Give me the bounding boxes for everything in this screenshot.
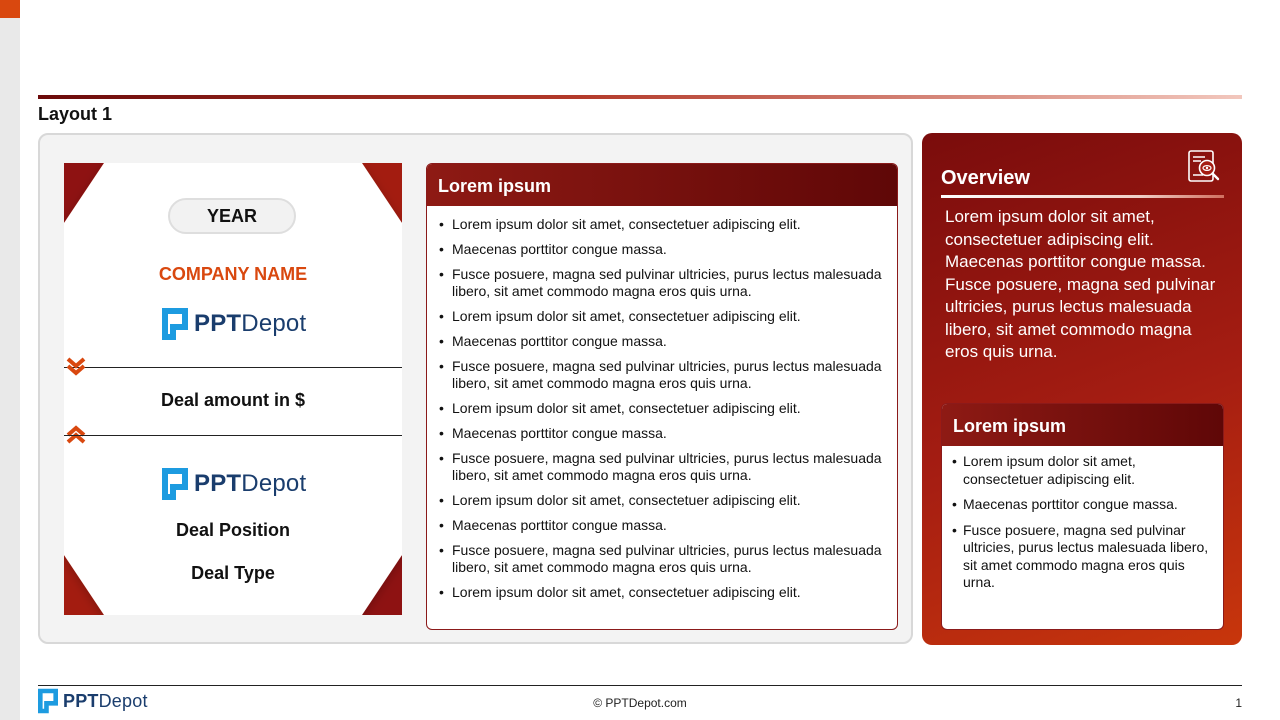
list-item: • Lorem ipsum dolor sit amet, consectetuer adipiscing elit. (437, 308, 887, 325)
panel-header: Lorem ipsum (427, 164, 897, 206)
overview-text: Lorem ipsum dolor sit amet, consectetuer adipiscing elit. Maecenas porttitor congue massa. Fusce posuere, magna sed pulvinar ultricies, purus lectus malesuada libero, sit amet commodo magna eros quis urna. (945, 207, 1216, 361)
left-edge-accent (0, 0, 20, 18)
badge-divider-top (64, 367, 402, 368)
copyright-text: © PPTDepot.com (593, 696, 687, 710)
deal-type: Deal Type (191, 563, 275, 583)
company-name: COMPANY NAME (158, 264, 308, 284)
logo-wordmark: PPTDepot (194, 310, 307, 337)
list-item: • Fusce posuere, magna sed pulvinar ultricies, purus lectus malesuada libero, sit amet commodo magna eros quis urna. (437, 542, 887, 576)
overview-card (941, 403, 1224, 630)
list-item: • Maecenas porttitor congue massa. (437, 517, 887, 534)
pptdepot-logo-mark-icon (162, 468, 188, 500)
left-edge-strip (0, 0, 20, 720)
page-number: 1 (1235, 696, 1242, 710)
list-item: • Fusce posuere, magna sed pulvinar ultricies, purus lectus malesuada libero, sit amet commodo magna eros quis urna. (437, 266, 887, 300)
title-rule (38, 95, 1242, 99)
list-item: • Maecenas porttitor congue massa. (437, 241, 887, 258)
chevron-down-icon (64, 356, 88, 376)
deal-position: Deal Position (175, 520, 291, 540)
pptdepot-logo (162, 308, 306, 340)
logo-wordmark: PPTDepot (194, 470, 307, 497)
badge-divider-bottom (64, 435, 402, 436)
footer-rule (38, 685, 1242, 686)
list-item: • Maecenas porttitor congue massa. (952, 496, 1213, 514)
logo-wordmark: PPTDepot (63, 690, 148, 711)
overview-card-header: Lorem ipsum (942, 404, 1223, 446)
overview-card-list (942, 446, 1223, 592)
deal-badge (64, 163, 402, 615)
lorem-ipsum-panel (426, 163, 898, 630)
bullet-list (427, 206, 897, 601)
slide-title: Layout 1 (38, 104, 113, 124)
overview-panel (922, 133, 1242, 645)
list-item: • Fusce posuere, magna sed pulvinar ultricies, purus lectus malesuada libero, sit amet commodo magna eros quis urna. (437, 450, 887, 484)
list-item: • Fusce posuere, magna sed pulvinar ultricies, purus lectus malesuada libero, sit amet commodo magna eros quis urna. (952, 522, 1213, 592)
pptdepot-logo-mark-icon (162, 308, 188, 340)
overview-rule (941, 195, 1224, 198)
year-pill: YEAR (168, 198, 296, 234)
list-item: • Lorem ipsum dolor sit amet, consectetuer adipiscing elit. (952, 453, 1213, 488)
list-item: • Maecenas porttitor congue massa. (437, 333, 887, 350)
list-item: • Maecenas porttitor congue massa. (437, 425, 887, 442)
deal-amount: Deal amount in $ (160, 390, 306, 410)
list-item: • Lorem ipsum dolor sit amet, consectetuer adipiscing elit. (437, 216, 887, 233)
list-item: • Lorem ipsum dolor sit amet, consectetuer adipiscing elit. (437, 584, 887, 601)
list-item: • Lorem ipsum dolor sit amet, consectetuer adipiscing elit. (437, 492, 887, 509)
document-search-icon (1185, 148, 1223, 186)
pptdepot-logo (162, 468, 306, 500)
list-item: • Fusce posuere, magna sed pulvinar ultricies, purus lectus malesuada libero, sit amet commodo magna eros quis urna. (437, 358, 887, 392)
list-item: • Lorem ipsum dolor sit amet, consectetuer adipiscing elit. (437, 400, 887, 417)
overview-title: Overview (941, 167, 1030, 189)
